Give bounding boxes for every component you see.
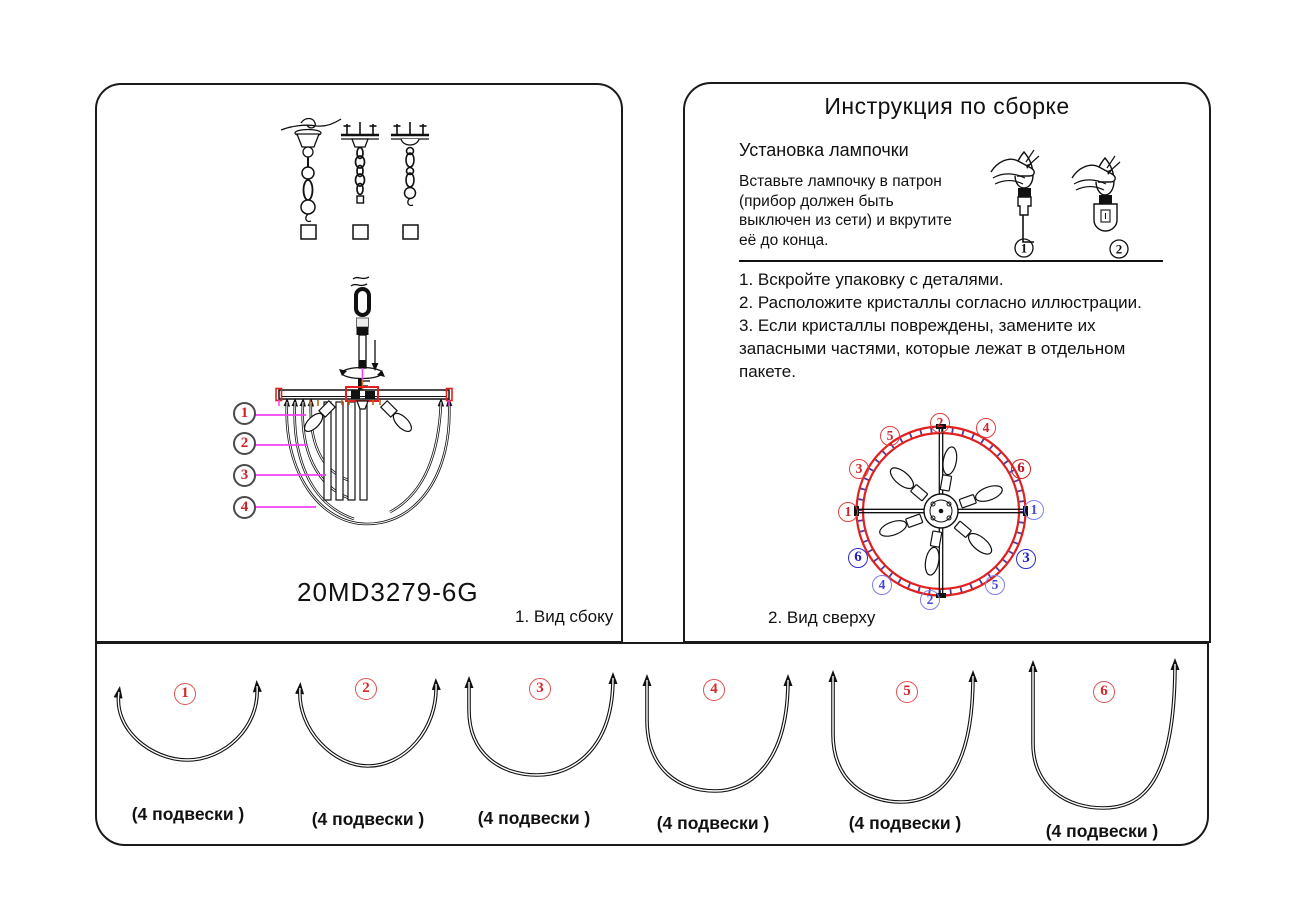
- section-divider: [739, 260, 1163, 262]
- callout-1: 1: [233, 402, 256, 425]
- bulb-installation-drawing: [977, 138, 1167, 260]
- crystal-strand-6-drawing: [1022, 648, 1180, 811]
- side-view-caption: 1. Вид сбоку: [515, 607, 614, 626]
- strand-number-1: 1: [174, 683, 196, 705]
- callout-3: 3: [233, 464, 256, 487]
- page-title: Инструкция по сборке: [824, 93, 1070, 119]
- ring-marker-red-6: 6: [1011, 459, 1031, 479]
- strand-number-6: 6: [1093, 681, 1115, 703]
- model-number: 20MD3279-6G: [297, 577, 479, 607]
- instructions-panel: [683, 82, 1211, 643]
- bulb-section-heading: Установка лампочки: [739, 140, 909, 160]
- center-hub: [924, 494, 958, 528]
- bulb-into-socket-step1: [991, 150, 1039, 242]
- step-2: 2. Расположите кристаллы согласно иллюстрации.: [739, 293, 1142, 312]
- assembly-steps: [739, 268, 1175, 383]
- figure-number-2: 2: [1115, 241, 1123, 257]
- bulb-into-socket-step2: [1072, 156, 1120, 231]
- chandelier-side-view-drawing: [232, 272, 472, 532]
- side-view-panel: [95, 83, 623, 643]
- ring-marker-red-4: 4: [976, 418, 996, 438]
- hanger-chain: [339, 277, 385, 394]
- strand-number-5: 5: [896, 681, 918, 703]
- ring-marker-blue-6: 6: [848, 548, 868, 568]
- mount-option-2: [341, 122, 379, 239]
- top-view-caption: 2. Вид сверху: [768, 608, 876, 627]
- step-1: 1. Вскройте упаковку с деталями.: [739, 270, 1004, 289]
- bulb-section-body: Вставьте лампочку в патрон (прибор должен быть выключен из сети) и вкрутите её до конца.: [739, 173, 952, 249]
- ring-marker-red-5: 5: [880, 426, 900, 446]
- strand-label-1: (4 подвески ): [131, 804, 245, 824]
- ring-marker-blue-3: 3: [1016, 549, 1036, 569]
- strand-number-4: 4: [703, 679, 725, 701]
- ring-marker-blue-1: 1: [1024, 500, 1044, 520]
- right-bulb: [380, 400, 414, 434]
- crystal-strand-5-drawing: [824, 654, 986, 806]
- strand-label-6: (4 подвески ): [1045, 821, 1159, 841]
- strand-number-3: 3: [529, 678, 551, 700]
- ring-marker-blue-4: 4: [872, 575, 892, 595]
- mount-option-3: [391, 122, 429, 239]
- mount-option-1: [281, 119, 341, 240]
- ring-marker-red-2: 2: [930, 413, 950, 433]
- ring-marker-red-3: 3: [849, 459, 869, 479]
- figure-number-1: 1: [1020, 240, 1028, 256]
- crystal-strands-panel: [95, 642, 1209, 846]
- callout-2: 2: [233, 432, 256, 455]
- strand-number-2: 2: [355, 678, 377, 700]
- ceiling-mount-options-drawing: [257, 97, 457, 247]
- ring-marker-blue-2: 2: [920, 590, 940, 610]
- strand-label-2: (4 подвески ): [311, 809, 425, 829]
- ring-marker-red-1: 1: [838, 502, 858, 522]
- crystal-strips: [324, 402, 367, 500]
- strand-label-3: (4 подвески ): [477, 808, 591, 828]
- strand-label-5: (4 подвески ): [848, 813, 962, 833]
- strand-label-4: (4 подвески ): [656, 813, 770, 833]
- callout-4: 4: [233, 496, 256, 519]
- ring-marker-blue-5: 5: [985, 575, 1005, 595]
- step-3: 3. Если кристаллы повреждены, замените их запасными частями, которые лежат в отдельном пакете.: [739, 316, 1126, 381]
